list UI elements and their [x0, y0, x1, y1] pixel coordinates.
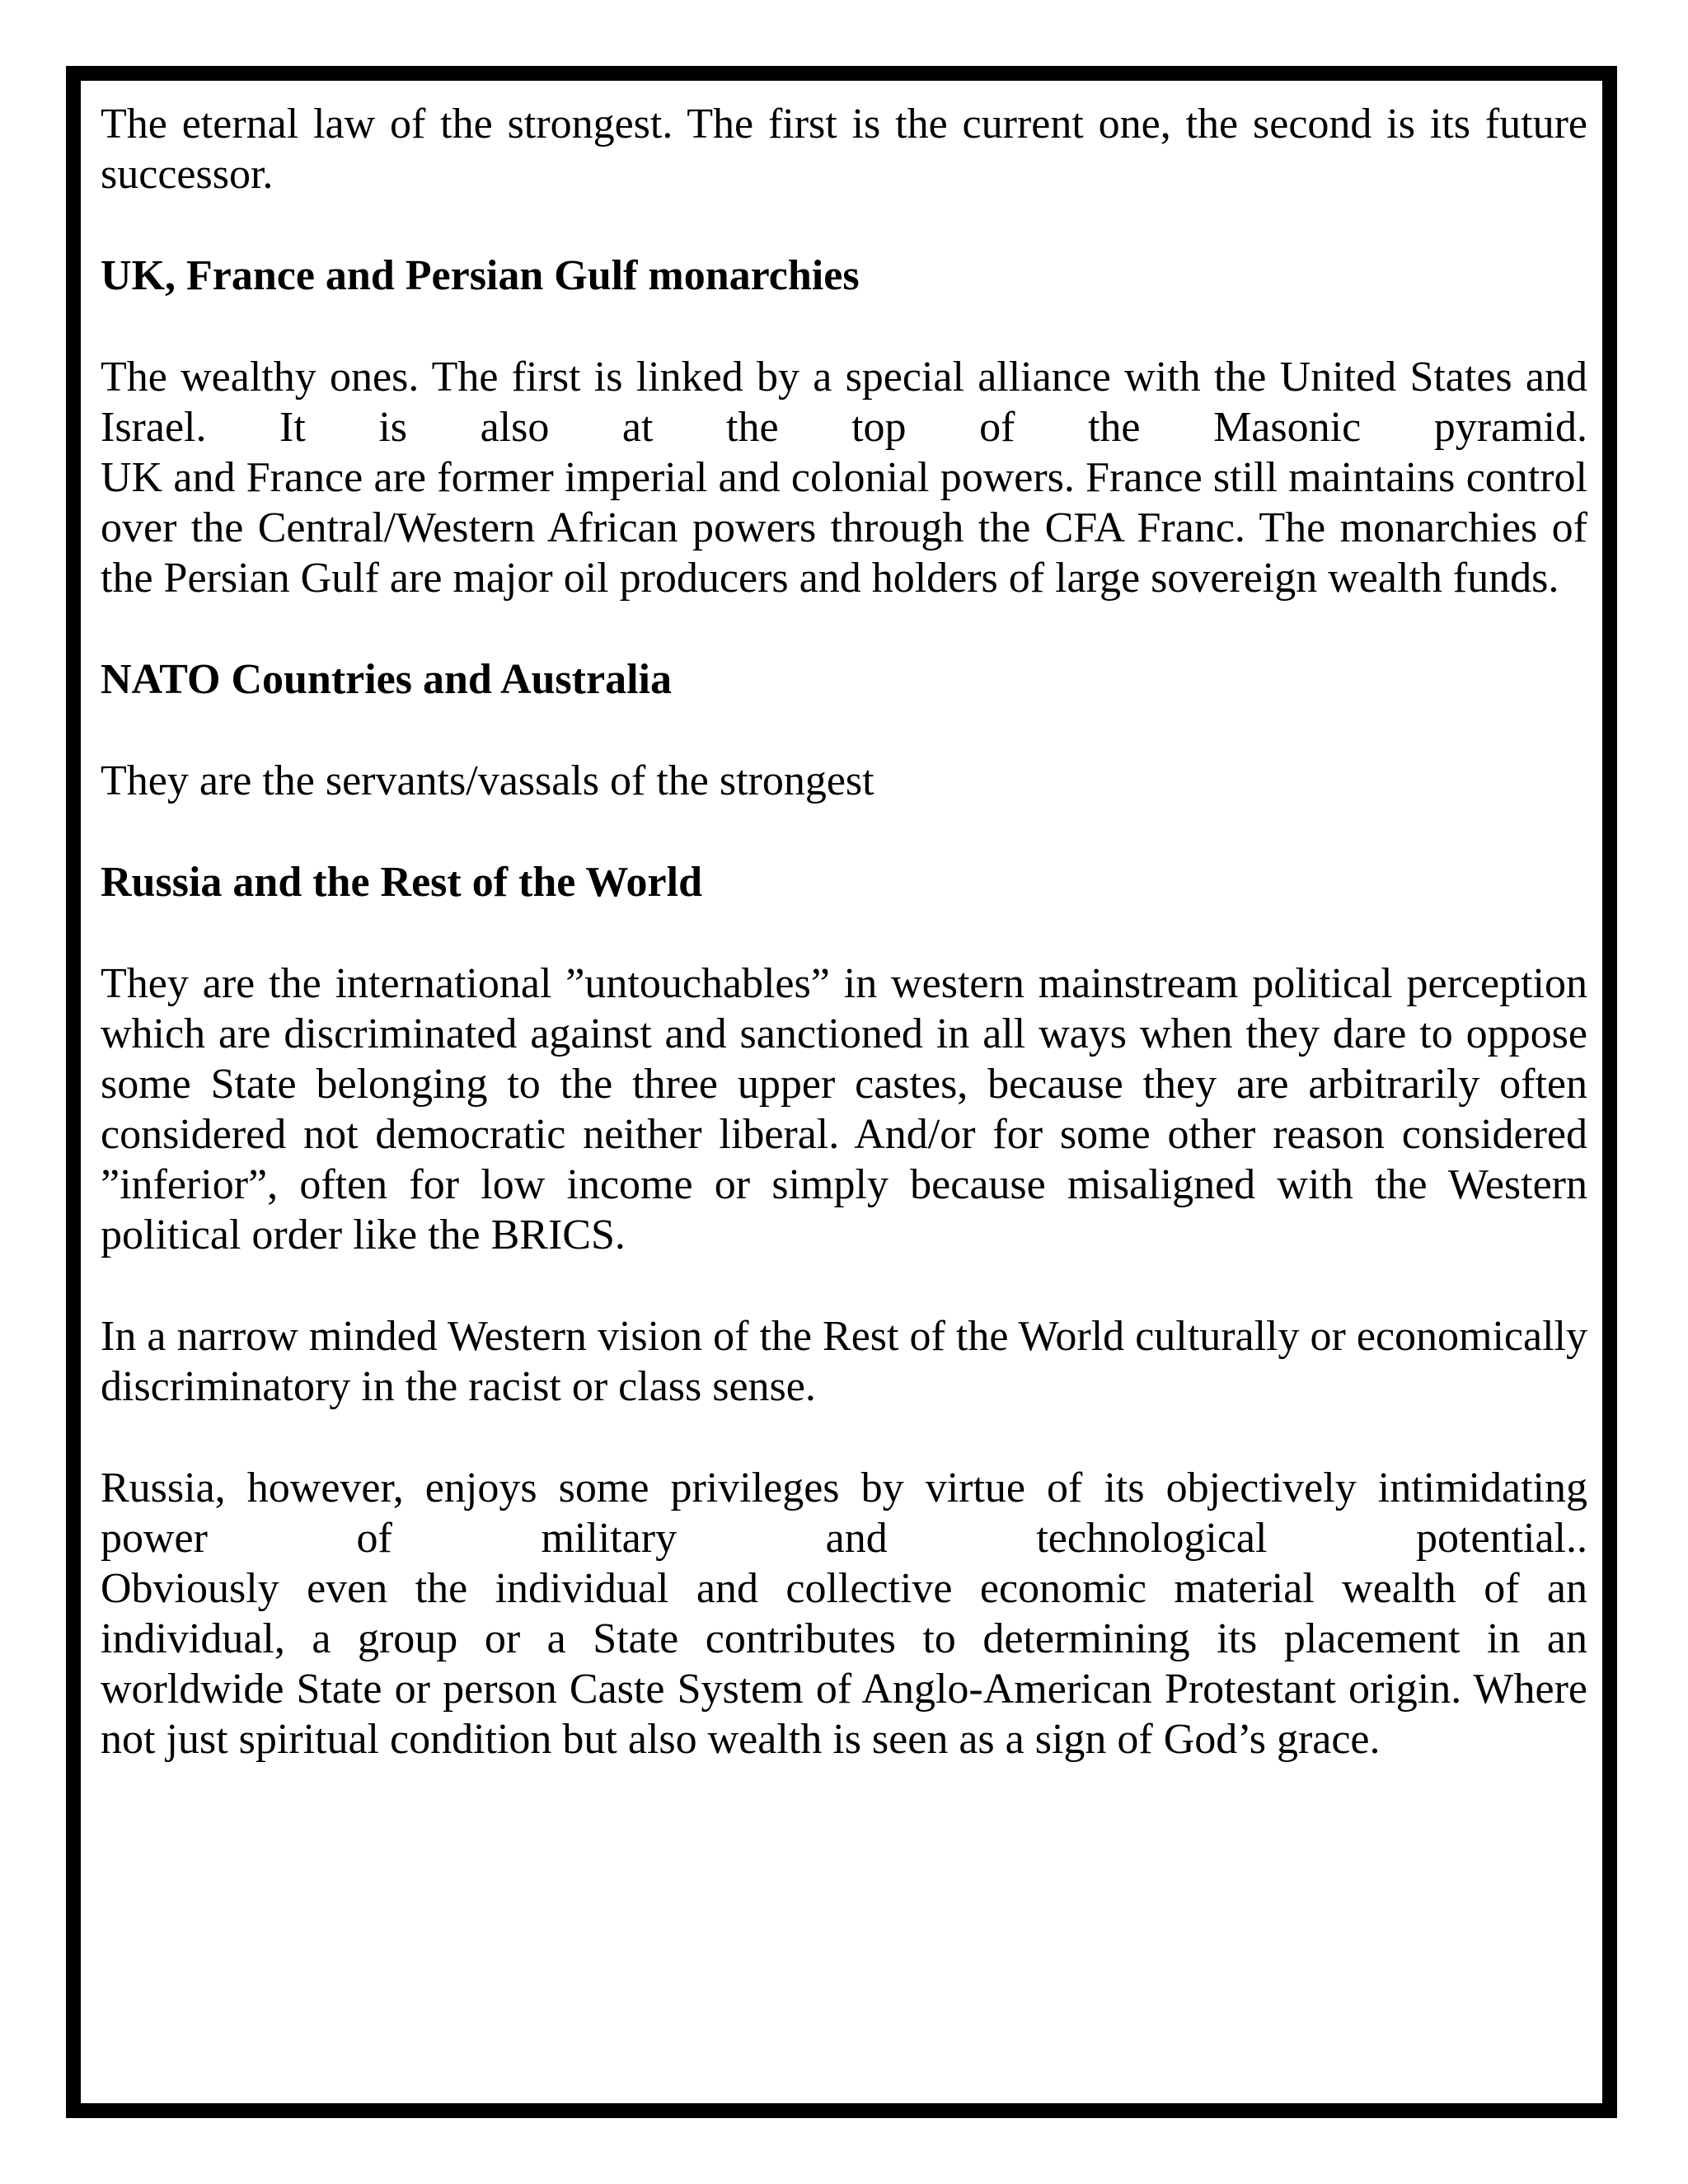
uk-france-rest: UK and France are former imperial and colonial powers. France still maintains control over the Central/Western African powers through the CFA Franc. The monarchies of the Persian Gulf are major oil producers and holders of large sovereign wealth funds.	[101, 454, 1587, 602]
russia-paragraph-2: In a narrow minded Western vision of the Rest of the World culturally or economically discriminatory in the racist or class sense.	[101, 1313, 1587, 1410]
russia-paragraph-1: They are the international ”untouchables” in western mainstream political perception which are discriminated against and sanctioned in all ways when they dare to oppose some State belonging to the three upper castes, because they are arbitrarily often considered not democratic neither liberal. And/or for some other reason considered ”inferior”, often for low income or simply because misaligned with the Western political order like the BRICS.	[101, 960, 1587, 1258]
section-heading-uk-france: UK, France and Persian Gulf monarchies	[101, 252, 860, 299]
uk-france-line-2: Israel. It is also at the top of the Masonic pyramid.	[101, 404, 1587, 451]
section-heading-russia: Russia and the Rest of the World	[101, 859, 703, 906]
russia-p3-line-1: Russia, however, enjoys some privileges by virtue of its objectively intimidating	[101, 1465, 1587, 1511]
document-body	[101, 99, 1587, 1816]
section-heading-nato: NATO Countries and Australia	[101, 656, 672, 703]
intro-paragraph: The eternal law of the strongest. The first is the current one, the second is its future successor.	[101, 101, 1587, 198]
russia-p3-line-2: power of military and technological potential..	[101, 1515, 1587, 1562]
russia-paragraph-3	[101, 1463, 1587, 1765]
russia-p3-rest: Obviously even the individual and collective economic material wealth of an individual, a group or a State contributes to determining its placement in an worldwide State or person Caste System of Anglo-American Protestant origin. Where not just spiritual condition but also wealth is seen as a sign of God’s grace.	[101, 1565, 1587, 1763]
uk-france-paragraph	[101, 352, 1587, 603]
uk-france-line-1: The wealthy ones. The first is linked by a special alliance with the United States and	[101, 354, 1587, 401]
nato-paragraph: They are the servants/vassals of the strongest	[101, 757, 874, 804]
